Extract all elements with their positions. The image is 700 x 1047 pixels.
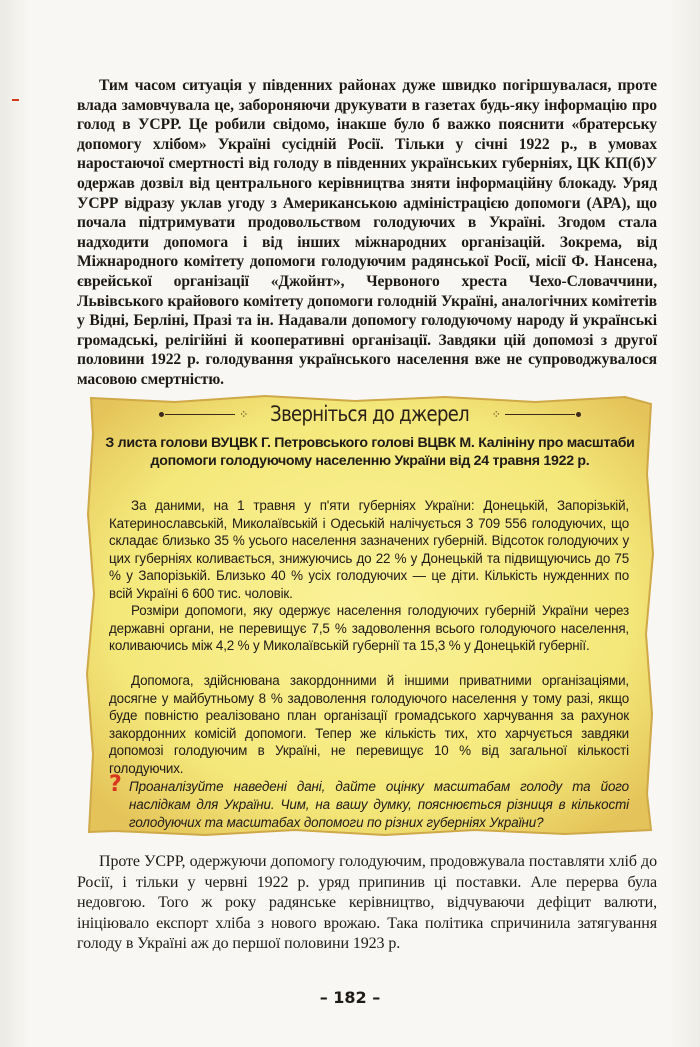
margin-mark [12, 99, 19, 101]
body-paragraph-2: Проте УСРР, одержуючи допомогу голодуючим, продовжувала поставляти хліб до Росії, і тільки у червні 1922 р. уряд припинив ці поставки. Але перерва була недовгою. Того ж року радянське керівництво, відчуваючи дефіцит валюти, ініціювало експорт хліба з нового врожаю. Така політика спричинила затягування голоду в Україні аж до першої половини 1923 р. [77, 853, 657, 952]
source-box [85, 394, 655, 836]
question-text: Проаналізуйте наведені дані, дайте оцінку масштабам голоду та його наслідкам для України. Чим, на вашу думку, пояснюється різниця в кількості голодуючих та масштабах допомоги по різних губерніях України? [129, 779, 629, 830]
source-heading-text: Зверніться до джерел [270, 402, 470, 426]
ornament-icon: ⁘ [491, 408, 501, 421]
body-paragraph-1: Тим часом ситуація у південних районах дуже швидко погіршувалася, проте влада замовчувала це, забороняючи друкувати в газетах будь-яку інформацію про голод в УСРР. Це робили свідомо, інакше було б важко пояснити «братерську допомогу хлібом» Україні сусідній Росії. Тільки у січні 1922 р., в умовах наростаючої смертності від голоду в південних українських губерніях, ЦК КП(б)У одержав дозвіл від центрального керівництва зняти інформаційну блокаду. Уряд УСРР відразу уклав угоду з Американською адміністрацією допомоги (АРА), що почала підтримувати продовольством голодуючих в Україні. Згодом стала надходити допомога і від інших міжнародних організацій. Зокрема, від Міжнародного комітету допомоги голодуючим радянської Росії, місії Ф. Нансена, єврейської організації «Джойнт», Червоного хреста Чехо-Словаччини, Львівського крайового комітету допомоги голодній Україні, аналогічних комітетів у Відні, Берліні, Празі та ін. Надавали допомогу голодуючому народу й українські громадські, релігійні й кооперативні організації. Завдяки цій допомозі з другої половини 1922 р. голодування українського населення вже не супроводжувалося масовою смертністю. [77, 77, 657, 388]
document-title: З листа голови ВУЦВК Г. Петровського голові ВЦВК М. Калініну про масштаби допомоги голодуючому населенню України від 24 травня 1922 р. [105, 435, 635, 469]
page-number: – 182 – [319, 988, 381, 1007]
heading-rule-right [505, 414, 575, 415]
question-mark-icon: ? [109, 772, 122, 797]
ornament-icon: ⁘ [239, 408, 249, 421]
source-heading [85, 400, 655, 428]
document-paragraph: За даними, на 1 травня у п'яти губерніях України: Донецькій, Запорізькій, Катеринославській, Миколаївській і Одеській налічується 3 709 556 голодуючих, що складає близько 35 % усього населення зазначених губерній. Відсоток голодуючих у цих губерніях коливається, знижуючись до 22 % у Донецькій та підвищуючись до 75 % у Запорізькій. Близько 40 % усіх голодуючих — це діти. Кількість нужденних по всій Україні 6 600 тис. чоловік. [109, 498, 629, 601]
document-paragraph: Розміри допомоги, яку одержує населення голодуючих губерній України через державні органи, не перевищує 7,5 % задоволення всього голодуючого населення, коливаючись між 4,2 % у Миколаївській губернії та 15,3 % у Донецькій губернії. [109, 603, 629, 653]
heading-rule-left [165, 414, 235, 415]
document-paragraph: Допомога, здійснювана закордонними й іншими приватними організаціями, досягне у майбутньому 8 % задоволення голодуючого населення у тому разі, якщо буде повністю реалізовано план організації громадського харчування за рахунок закордонних комісій допомоги. Тепер же кількість тих, хто харчується завдяки допомозі голодуючим в Україні, не перевищує 10 % від загальної кількості голодуючих. [109, 673, 629, 776]
question-block [109, 772, 629, 832]
